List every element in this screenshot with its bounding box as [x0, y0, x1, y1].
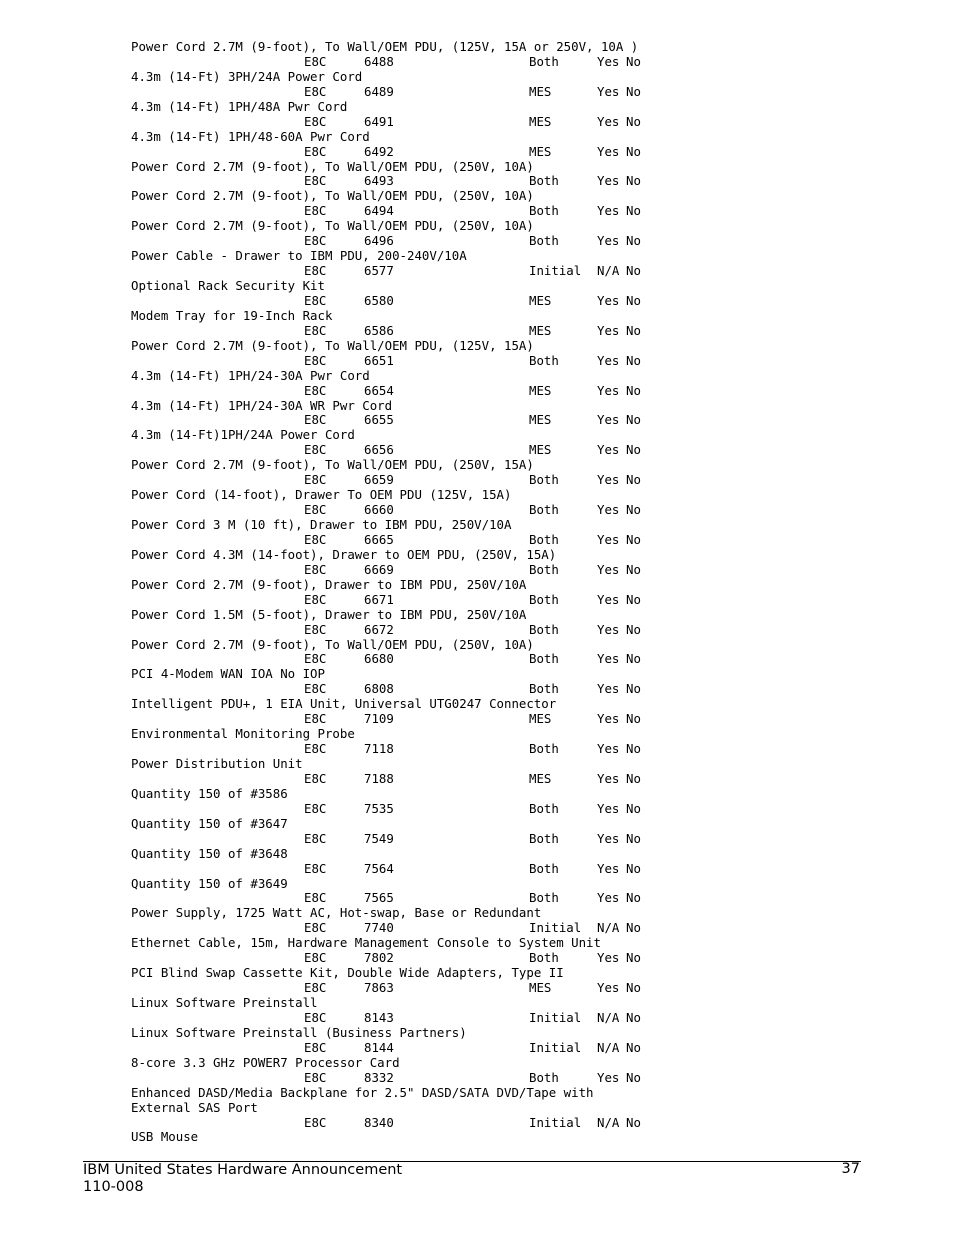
feature-code: 6660: [364, 502, 394, 518]
feature-code: 7118: [364, 741, 394, 757]
machine-type: E8C: [304, 113, 327, 129]
feature-description: Power Cord 2.7M (9-foot), To Wall/OEM PDU, (125V, 15A or 250V, 10A ): [131, 39, 639, 54]
feature-detail-row: [131, 354, 691, 369]
feature-description: 8-core 3.3 GHz POWER7 Processor Card: [131, 1054, 400, 1070]
machine-type: E8C: [304, 263, 327, 279]
feature-entry: [131, 428, 691, 458]
feature-code: 7740: [364, 920, 394, 936]
feature-detail-row: [131, 772, 691, 787]
machine-type: E8C: [304, 322, 327, 338]
availability: Both: [529, 890, 559, 906]
removable: No: [626, 263, 641, 279]
feature-entry: [131, 160, 691, 190]
removable: No: [626, 621, 641, 637]
feature-code: 6665: [364, 531, 394, 547]
feature-detail-row: [131, 802, 691, 817]
returnable: Yes: [597, 890, 620, 906]
removable: No: [626, 770, 641, 786]
machine-type: E8C: [304, 830, 327, 846]
feature-entry: [131, 667, 691, 697]
returnable: Yes: [597, 531, 620, 547]
feature-code: 8144: [364, 1039, 394, 1055]
returnable: Yes: [597, 83, 620, 99]
removable: No: [626, 651, 641, 667]
machine-type: E8C: [304, 920, 327, 936]
feature-detail-row: [131, 145, 691, 160]
feature-entry: [131, 936, 691, 966]
machine-type: E8C: [304, 143, 327, 159]
machine-type: E8C: [304, 1039, 327, 1055]
footer-announcement-number: 110-008: [83, 1179, 144, 1195]
feature-code: 6494: [364, 203, 394, 219]
returnable: Yes: [597, 292, 620, 308]
availability: Both: [529, 233, 559, 249]
availability: Both: [529, 502, 559, 518]
machine-type: E8C: [304, 860, 327, 876]
machine-type: E8C: [304, 621, 327, 637]
feature-detail-row: [131, 742, 691, 757]
feature-description: Power Cord 2.7M (9-foot), Drawer to IBM PDU, 250V/10A: [131, 576, 527, 592]
removable: No: [626, 1114, 641, 1130]
returnable: Yes: [597, 681, 620, 697]
machine-type: E8C: [304, 651, 327, 667]
feature-entry: [131, 608, 691, 638]
feature-description: Power Cord 4.3M (14-foot), Drawer to OEM PDU, (250V, 15A): [131, 546, 557, 562]
feature-entry: [131, 130, 691, 160]
feature-description: 4.3m (14-Ft) 3PH/24A Power Cord: [131, 68, 363, 84]
availability: MES: [529, 143, 552, 159]
feature-code: 6680: [364, 651, 394, 667]
feature-entry: [131, 399, 691, 429]
feature-entry: [131, 578, 691, 608]
machine-type: E8C: [304, 412, 327, 428]
feature-code: 8143: [364, 1009, 394, 1025]
machine-type: E8C: [304, 711, 327, 727]
availability: Both: [529, 1069, 559, 1085]
returnable: N/A: [597, 1039, 620, 1055]
removable: No: [626, 920, 641, 936]
feature-description: Modem Tray for 19-Inch Rack: [131, 307, 333, 323]
feature-entry: [131, 906, 691, 936]
returnable: Yes: [597, 800, 620, 816]
feature-description: Power Cord 2.7M (9-foot), To Wall/OEM PDU, (250V, 10A): [131, 158, 534, 174]
removable: No: [626, 173, 641, 189]
availability: Both: [529, 621, 559, 637]
feature-description: Power Cord 2.7M (9-foot), To Wall/OEM PDU, (250V, 15A): [131, 457, 534, 473]
feature-detail-row: [131, 652, 691, 667]
feature-code: 6586: [364, 322, 394, 338]
returnable: Yes: [597, 561, 620, 577]
feature-detail-row: [131, 623, 691, 638]
feature-description: Power Supply, 1725 Watt AC, Hot-swap, Base or Redundant: [131, 905, 542, 921]
feature-entry: [131, 70, 691, 100]
availability: MES: [529, 442, 552, 458]
feature-description: USB Mouse: [131, 1129, 199, 1145]
feature-entry: [131, 877, 691, 907]
feature-code: 7564: [364, 860, 394, 876]
feature-code: 6496: [364, 233, 394, 249]
machine-type: E8C: [304, 352, 327, 368]
feature-entry: [131, 1026, 691, 1056]
feature-code: 7565: [364, 890, 394, 906]
feature-entry: [131, 100, 691, 130]
removable: No: [626, 681, 641, 697]
returnable: Yes: [597, 950, 620, 966]
feature-description: Quantity 150 of #3649: [131, 875, 288, 891]
feature-description: Power Distribution Unit: [131, 756, 303, 771]
feature-code: 6580: [364, 292, 394, 308]
machine-type: E8C: [304, 741, 327, 757]
removable: No: [626, 830, 641, 846]
feature-entry: [131, 787, 691, 817]
availability: MES: [529, 292, 552, 308]
feature-detail-row: [131, 682, 691, 697]
feature-description: Power Cord 2.7M (9-foot), To Wall/OEM PDU, (125V, 15A): [131, 337, 534, 353]
feature-description: PCI 4-Modem WAN IOA No IOP: [131, 666, 325, 682]
removable: No: [626, 741, 641, 757]
feature-description: 4.3m (14-Ft) 1PH/24-30A WR Pwr Cord: [131, 397, 393, 413]
removable: No: [626, 980, 641, 996]
feature-description: Ethernet Cable, 15m, Hardware Management Console to System Unit: [131, 935, 601, 951]
removable: No: [626, 83, 641, 99]
feature-entry: [131, 309, 691, 339]
availability: MES: [529, 382, 552, 398]
returnable: Yes: [597, 412, 620, 428]
feature-entry: [131, 697, 691, 727]
returnable: Yes: [597, 352, 620, 368]
feature-detail-row: [131, 563, 691, 578]
removable: No: [626, 531, 641, 547]
feature-code: 6489: [364, 83, 394, 99]
feature-description: Power Cord (14-foot), Drawer To OEM PDU (125V, 15A): [131, 487, 512, 503]
returnable: Yes: [597, 442, 620, 458]
feature-description: Optional Rack Security Kit: [131, 278, 325, 293]
feature-detail-row: [131, 443, 691, 458]
availability: Both: [529, 203, 559, 219]
feature-detail-row: [131, 204, 691, 219]
feature-entry: [131, 339, 691, 369]
availability: Both: [529, 531, 559, 547]
machine-type: E8C: [304, 591, 327, 607]
availability: MES: [529, 113, 552, 129]
machine-type: E8C: [304, 531, 327, 547]
feature-entry: [131, 249, 691, 279]
feature-code: 8332: [364, 1069, 394, 1085]
machine-type: E8C: [304, 502, 327, 518]
feature-entry: [131, 548, 691, 578]
machine-type: E8C: [304, 561, 327, 577]
removable: No: [626, 860, 641, 876]
machine-type: E8C: [304, 233, 327, 249]
feature-detail-row: [131, 981, 691, 996]
feature-code: 7802: [364, 950, 394, 966]
returnable: Yes: [597, 173, 620, 189]
feature-entry: [131, 219, 691, 249]
availability: MES: [529, 770, 552, 786]
feature-code: 7109: [364, 711, 394, 727]
feature-code: 6672: [364, 621, 394, 637]
feature-description: 4.3m (14-Ft) 1PH/48A Pwr Cord: [131, 98, 348, 114]
feature-detail-row: [131, 951, 691, 966]
returnable: Yes: [597, 143, 620, 159]
machine-type: E8C: [304, 770, 327, 786]
removable: No: [626, 711, 641, 727]
removable: No: [626, 412, 641, 428]
feature-entry: [131, 189, 691, 219]
returnable: Yes: [597, 621, 620, 637]
feature-code: 6656: [364, 442, 394, 458]
returnable: Yes: [597, 382, 620, 398]
feature-description: Linux Software Preinstall: [131, 995, 318, 1010]
feature-detail-row: [131, 1116, 691, 1131]
availability: Both: [529, 352, 559, 368]
machine-type: E8C: [304, 472, 327, 488]
feature-code: 6654: [364, 382, 394, 398]
feature-code: 6671: [364, 591, 394, 607]
footer-announcement-title: IBM United States Hardware Announcement: [83, 1162, 403, 1178]
removable: No: [626, 950, 641, 966]
availability: Both: [529, 561, 559, 577]
removable: No: [626, 472, 641, 488]
feature-code: 6577: [364, 263, 394, 279]
feature-detail-row: [131, 533, 691, 548]
removable: No: [626, 143, 641, 159]
page-number: 37: [841, 1161, 860, 1177]
feature-description: Quantity 150 of #3648: [131, 845, 288, 861]
feature-description: Power Cord 2.7M (9-foot), To Wall/OEM PDU, (250V, 10A): [131, 636, 534, 652]
removable: No: [626, 442, 641, 458]
availability: Both: [529, 741, 559, 757]
availability: Both: [529, 173, 559, 189]
feature-description: 4.3m (14-Ft) 1PH/48-60A Pwr Cord: [131, 128, 370, 144]
availability: MES: [529, 980, 552, 996]
returnable: Yes: [597, 591, 620, 607]
feature-description: Power Cord 2.7M (9-foot), To Wall/OEM PDU, (250V, 10A): [131, 188, 534, 204]
feature-detail-row: [131, 324, 691, 339]
feature-entry: [131, 458, 691, 488]
availability: Both: [529, 651, 559, 667]
feature-description: External SAS Port: [131, 1099, 258, 1115]
availability: MES: [529, 412, 552, 428]
availability: Initial: [529, 920, 582, 936]
machine-type: E8C: [304, 382, 327, 398]
removable: No: [626, 591, 641, 607]
returnable: Yes: [597, 741, 620, 757]
availability: Both: [529, 860, 559, 876]
removable: No: [626, 53, 641, 69]
feature-entry: [131, 279, 691, 309]
feature-detail-row: [131, 174, 691, 189]
returnable: N/A: [597, 263, 620, 279]
removable: No: [626, 352, 641, 368]
feature-entry: [131, 966, 691, 996]
feature-entry: [131, 488, 691, 518]
returnable: Yes: [597, 1069, 620, 1085]
feature-detail-row: [131, 503, 691, 518]
feature-description: Power Cord 3 M (10 ft), Drawer to IBM PDU, 250V/10A: [131, 517, 512, 532]
feature-entry: [131, 847, 691, 877]
returnable: Yes: [597, 322, 620, 338]
removable: No: [626, 233, 641, 249]
feature-detail-row: [131, 593, 691, 608]
feature-detail-row: [131, 832, 691, 847]
removable: No: [626, 800, 641, 816]
returnable: Yes: [597, 53, 620, 69]
feature-code: 6655: [364, 412, 394, 428]
returnable: Yes: [597, 113, 620, 129]
feature-code: 6493: [364, 173, 394, 189]
feature-detail-row: [131, 1071, 691, 1086]
feature-code: 6659: [364, 472, 394, 488]
feature-code: 6492: [364, 143, 394, 159]
availability: MES: [529, 322, 552, 338]
machine-type: E8C: [304, 442, 327, 458]
feature-description: Linux Software Preinstall (Business Partners): [131, 1024, 467, 1040]
removable: No: [626, 203, 641, 219]
feature-detail-row: [131, 1011, 691, 1026]
availability: Both: [529, 53, 559, 69]
machine-type: E8C: [304, 681, 327, 697]
removable: No: [626, 1069, 641, 1085]
machine-type: E8C: [304, 292, 327, 308]
machine-type: E8C: [304, 53, 327, 69]
feature-detail-row: [131, 413, 691, 428]
feature-entry: [131, 727, 691, 757]
feature-detail-row: [131, 1041, 691, 1056]
feature-code: 6651: [364, 352, 394, 368]
availability: Both: [529, 591, 559, 607]
availability: MES: [529, 711, 552, 727]
removable: No: [626, 890, 641, 906]
removable: No: [626, 322, 641, 338]
returnable: Yes: [597, 203, 620, 219]
feature-code: 6808: [364, 681, 394, 697]
feature-code: 7863: [364, 980, 394, 996]
feature-description: PCI Blind Swap Cassette Kit, Double Wide Adapters, Type II: [131, 965, 564, 981]
machine-type: E8C: [304, 203, 327, 219]
availability: Both: [529, 800, 559, 816]
returnable: Yes: [597, 651, 620, 667]
machine-type: E8C: [304, 890, 327, 906]
feature-detail-row: [131, 115, 691, 130]
feature-detail-row: [131, 712, 691, 727]
returnable: Yes: [597, 472, 620, 488]
machine-type: E8C: [304, 950, 327, 966]
returnable: N/A: [597, 920, 620, 936]
returnable: Yes: [597, 980, 620, 996]
removable: No: [626, 561, 641, 577]
machine-type: E8C: [304, 980, 327, 996]
returnable: Yes: [597, 233, 620, 249]
feature-description: 4.3m (14-Ft) 1PH/24-30A Pwr Cord: [131, 367, 370, 383]
machine-type: E8C: [304, 83, 327, 99]
availability: Initial: [529, 1009, 582, 1025]
availability: Both: [529, 950, 559, 966]
feature-detail-row: [131, 891, 691, 906]
machine-type: E8C: [304, 1069, 327, 1085]
feature-code: 7549: [364, 830, 394, 846]
feature-entry: [131, 1056, 691, 1086]
removable: No: [626, 292, 641, 308]
machine-type: E8C: [304, 1114, 327, 1130]
availability: Initial: [529, 263, 582, 279]
availability: MES: [529, 83, 552, 99]
feature-entry: [131, 1086, 691, 1131]
removable: No: [626, 113, 641, 129]
feature-code-listing: [131, 40, 691, 1145]
feature-detail-row: [131, 473, 691, 488]
feature-entry: [131, 757, 691, 787]
feature-detail-row: [131, 384, 691, 399]
feature-code: 6491: [364, 113, 394, 129]
removable: No: [626, 1009, 641, 1025]
feature-description: Intelligent PDU+, 1 EIA Unit, Universal UTG0247 Connector: [131, 696, 557, 712]
availability: Initial: [529, 1114, 582, 1130]
feature-code: 7188: [364, 770, 394, 786]
availability: Initial: [529, 1039, 582, 1055]
returnable: Yes: [597, 770, 620, 786]
feature-description: Power Cord 1.5M (5-foot), Drawer to IBM PDU, 250V/10A: [131, 606, 527, 622]
feature-description: Quantity 150 of #3647: [131, 815, 288, 831]
returnable: Yes: [597, 502, 620, 518]
returnable: N/A: [597, 1114, 620, 1130]
machine-type: E8C: [304, 173, 327, 189]
availability: Both: [529, 472, 559, 488]
removable: No: [626, 1039, 641, 1055]
feature-entry: [131, 638, 691, 668]
feature-detail-row: [131, 234, 691, 249]
returnable: Yes: [597, 830, 620, 846]
removable: No: [626, 382, 641, 398]
feature-entry: [131, 40, 691, 70]
returnable: Yes: [597, 711, 620, 727]
feature-entry: [131, 817, 691, 847]
feature-detail-row: [131, 55, 691, 70]
feature-code: 7535: [364, 800, 394, 816]
feature-description: Enhanced DASD/Media Backplane for 2.5" DASD/SATA DVD/Tape with: [131, 1084, 594, 1100]
feature-code: 6488: [364, 53, 394, 69]
machine-type: E8C: [304, 800, 327, 816]
feature-detail-row: [131, 264, 691, 279]
removable: No: [626, 502, 641, 518]
feature-description: 4.3m (14-Ft)1PH/24A Power Cord: [131, 427, 355, 443]
feature-entry: [131, 996, 691, 1026]
feature-description: Environmental Monitoring Probe: [131, 726, 355, 742]
feature-description: Power Cable - Drawer to IBM PDU, 200-240V/10A: [131, 248, 467, 264]
feature-entry: [131, 518, 691, 548]
returnable: N/A: [597, 1009, 620, 1025]
feature-detail-row: [131, 921, 691, 936]
availability: Both: [529, 830, 559, 846]
feature-detail-row: [131, 294, 691, 309]
returnable: Yes: [597, 860, 620, 876]
feature-detail-row: [131, 862, 691, 877]
feature-detail-row: [131, 85, 691, 100]
feature-code: 6669: [364, 561, 394, 577]
feature-entry: [131, 369, 691, 399]
feature-description: Power Cord 2.7M (9-foot), To Wall/OEM PDU, (250V, 10A): [131, 218, 534, 234]
availability: Both: [529, 681, 559, 697]
machine-type: E8C: [304, 1009, 327, 1025]
feature-description: Quantity 150 of #3586: [131, 785, 288, 801]
feature-code: 8340: [364, 1114, 394, 1130]
